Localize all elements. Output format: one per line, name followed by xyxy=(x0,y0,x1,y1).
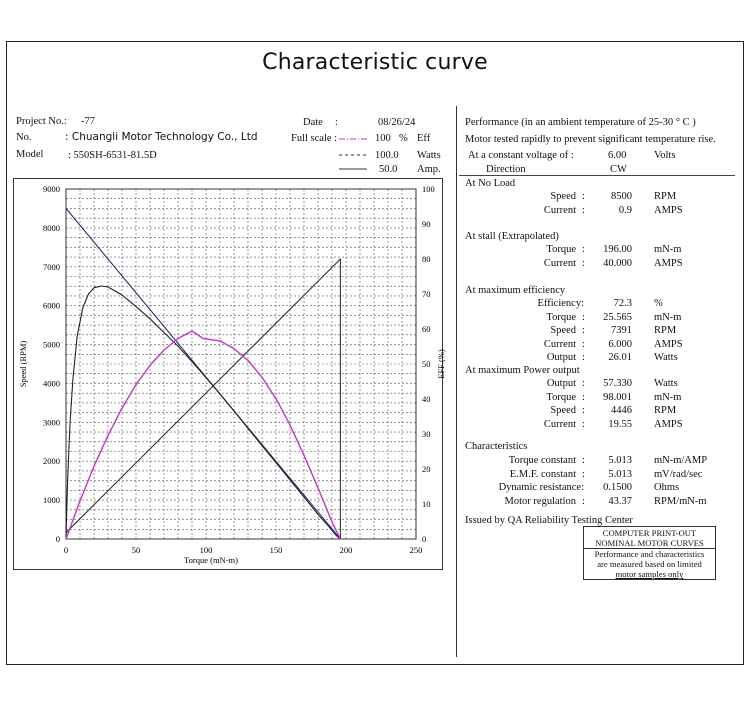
date-colon: : xyxy=(335,117,338,128)
max-power-row-unit: RPM xyxy=(654,405,677,416)
y-right-tick-label: 50 xyxy=(422,359,431,369)
max-eff-row-value: 6.000 xyxy=(608,338,632,350)
stall-row-value: 196.00 xyxy=(603,244,632,255)
max-power-row-value: 57.330 xyxy=(603,378,632,389)
max-eff-row-colon: : xyxy=(582,352,585,363)
stall-row-colon: : xyxy=(582,257,585,269)
y-left-tick-label: 3000 xyxy=(43,417,60,428)
no-load-row-unit: AMPS xyxy=(654,204,683,216)
legend-watts-line-icon xyxy=(339,152,367,158)
y-right-tick-label: 0 xyxy=(422,534,427,544)
max-eff-row-colon: : xyxy=(582,311,585,323)
x-axis-label: Torque (mN-m) xyxy=(184,555,238,565)
characteristics-row-unit: mV/rad/sec xyxy=(654,468,703,480)
project-value: -77 xyxy=(81,116,95,127)
no-label: No. xyxy=(16,132,32,143)
characteristics-row-label: E.M.F. constant xyxy=(509,468,576,480)
characteristics-row-label: Motor regulation xyxy=(504,495,576,507)
max-eff-row-unit: Watts xyxy=(654,352,678,363)
stall-row-unit: mN-m xyxy=(654,244,682,255)
no-load-row-value: 0.9 xyxy=(618,204,632,216)
characteristics-row-value: 5.013 xyxy=(608,455,632,466)
y-left-tick-label: 1000 xyxy=(43,495,60,506)
section-heading-max-eff: At maximum efficiency xyxy=(465,285,566,296)
max-power-row-label: Speed xyxy=(550,405,576,416)
max-eff-row-colon: : xyxy=(582,338,585,350)
legend-amp-line-icon xyxy=(339,166,367,172)
max-eff-row-unit: mN-m xyxy=(654,311,682,323)
y-left-tick-label: 6000 xyxy=(43,300,60,311)
y-left-tick-label: 7000 xyxy=(43,261,60,272)
max-power-row-unit: AMPS xyxy=(654,418,683,430)
y-right-tick-label: 10 xyxy=(422,499,431,509)
x-tick-label: 200 xyxy=(339,545,353,555)
y-left-tick-label: 2000 xyxy=(43,456,60,467)
issued-by: Issued by QA Reliability Testing Center xyxy=(465,515,633,526)
y-right-tick-label: 30 xyxy=(422,429,431,439)
max-eff-row-unit: RPM xyxy=(654,325,677,336)
characteristics-row-colon: : xyxy=(582,495,585,507)
y-right-tick-label: 100 xyxy=(422,184,435,194)
y-right-axis-label: EFF (%) xyxy=(436,349,446,379)
max-eff-row-value: 72.3 xyxy=(613,298,632,309)
max-power-row-value: 19.55 xyxy=(608,418,632,430)
characteristics-row-label: Dynamic resistance: xyxy=(498,482,584,493)
max-power-row-label: Torque xyxy=(546,391,576,403)
y-right-tick-label: 80 xyxy=(422,254,431,264)
y-right-tick-label: 70 xyxy=(422,289,431,299)
x-tick-label: 150 xyxy=(269,545,283,555)
note-line-1: COMPUTER PRINT-OUT xyxy=(602,528,697,538)
y-left-tick-label: 5000 xyxy=(43,339,60,350)
legend-eff-name: Eff xyxy=(417,133,431,144)
characteristics-row-value: 5.013 xyxy=(608,468,632,480)
max-eff-row-label: Speed xyxy=(550,325,576,336)
legend-watts-name: Watts xyxy=(417,150,441,161)
perf-line1: Performance (in an ambient temperature of 25-30 ° C ) xyxy=(465,117,696,128)
max-eff-row-colon: : xyxy=(582,325,585,336)
max-eff-row-label: Torque xyxy=(546,311,576,323)
direction-value: CW xyxy=(610,164,627,175)
note-line-4: are measured based on limited xyxy=(597,559,702,569)
note-line-2: NOMINAL MOTOR CURVES xyxy=(584,538,715,549)
section-heading-no-load: At No Load xyxy=(465,178,516,189)
characteristics-row-unit: RPM/mN-m xyxy=(654,495,707,507)
legend-amp-name: Amp. xyxy=(417,164,441,175)
voltage-unit: Volts xyxy=(654,150,676,161)
max-eff-row-value: 7391 xyxy=(611,325,632,336)
no-load-row-value: 8500 xyxy=(611,191,632,202)
max-power-row-unit: mN-m xyxy=(654,391,682,403)
x-tick-label: 50 xyxy=(131,545,141,555)
max-power-row-label: Output xyxy=(546,378,576,389)
column-divider xyxy=(456,106,457,657)
max-power-row-unit: Watts xyxy=(654,378,678,389)
section-heading-stall: At stall (Extrapolated) xyxy=(465,231,559,242)
y-right-tick-label: 40 xyxy=(422,394,431,404)
date-value: 08/26/24 xyxy=(378,117,416,128)
max-power-row-value: 98.001 xyxy=(603,391,632,403)
direction-label: Direction xyxy=(486,164,526,175)
y-left-tick-label: 4000 xyxy=(43,378,60,389)
y-right-tick-label: 90 xyxy=(422,219,431,229)
x-tick-label: 100 xyxy=(199,545,213,555)
characteristics-row-value: 0.1500 xyxy=(603,482,632,493)
max-eff-row-value: 25.565 xyxy=(603,311,632,323)
legend-eff-value: 100 xyxy=(375,133,391,144)
x-tick-label: 250 xyxy=(409,545,423,555)
note-line-5: motor samples only xyxy=(615,569,684,579)
no-load-row-colon: : xyxy=(582,204,585,216)
no-load-row-unit: RPM xyxy=(654,191,677,202)
y-right-tick-label: 60 xyxy=(422,324,431,334)
page-title: Characteristic curve xyxy=(262,50,488,75)
stall-row-value: 40.000 xyxy=(603,257,632,269)
max-eff-row-unit: AMPS xyxy=(654,338,683,350)
no-load-row-label: Current xyxy=(543,204,576,216)
legend-eff-line-icon xyxy=(339,136,367,142)
characteristics-row-colon: : xyxy=(582,468,585,480)
project-label: Project No.: xyxy=(16,116,67,127)
y-left-tick-label: 8000 xyxy=(43,222,60,233)
max-eff-row-label: Output xyxy=(546,352,576,363)
y-left-axis-label: Speed (RPM) xyxy=(18,340,28,388)
max-power-row-colon: : xyxy=(582,405,585,416)
stall-row-label: Current xyxy=(543,257,576,269)
print-out-note xyxy=(583,526,716,580)
max-power-row-label: Current xyxy=(543,418,576,430)
legend-amp-value: 50.0 xyxy=(379,164,398,175)
stall-row-unit: AMPS xyxy=(654,257,683,269)
max-power-row-value: 4446 xyxy=(611,405,632,416)
max-eff-row-label: Efficiency: xyxy=(537,298,584,309)
voltage-label: At a constant voltage of : xyxy=(468,150,574,161)
no-load-row-colon: : xyxy=(582,191,585,202)
model-label: Model xyxy=(16,149,44,160)
fullscale-label: Full scale : xyxy=(291,133,338,144)
note-line-3: Performance and characteristics xyxy=(594,549,705,559)
characteristics-row-unit: Ohms xyxy=(654,482,680,493)
section-heading-characteristics: Characteristics xyxy=(465,441,528,452)
legend-eff-unit: % xyxy=(399,133,408,144)
no-load-row-label: Speed xyxy=(550,191,576,202)
max-eff-row-label: Current xyxy=(543,338,576,350)
stall-row-label: Torque xyxy=(546,244,576,255)
date-label: Date xyxy=(303,117,323,128)
company-name: : Chuangli Motor Technology Co., Ltd xyxy=(65,131,258,143)
max-power-row-colon: : xyxy=(582,418,585,430)
max-eff-row-value: 26.01 xyxy=(608,352,632,363)
max-eff-row-unit: % xyxy=(654,298,663,309)
max-power-row-colon: : xyxy=(582,391,585,403)
y-right-tick-label: 20 xyxy=(422,464,431,474)
direction-underline xyxy=(459,175,735,176)
y-left-tick-label: 9000 xyxy=(43,184,60,194)
x-tick-label: 0 xyxy=(63,545,69,555)
max-power-row-colon: : xyxy=(582,378,585,389)
characteristics-row-label: Torque constant xyxy=(508,455,576,466)
characteristics-row-colon: : xyxy=(582,455,585,466)
section-heading-max-power: At maximum Power output xyxy=(465,365,580,376)
perf-line2: Motor tested rapidly to prevent significant temperature rise. xyxy=(465,134,716,145)
legend-watts-value: 100.0 xyxy=(375,150,399,161)
model-value: : 550SH-6531-81.5D xyxy=(68,150,157,161)
characteristic-chart xyxy=(13,178,446,570)
characteristics-row-value: 43.37 xyxy=(608,495,632,507)
stall-row-colon: : xyxy=(582,244,585,255)
voltage-value: 6.00 xyxy=(608,150,627,161)
y-left-tick-label: 0 xyxy=(55,534,60,544)
characteristics-row-unit: mN-m/AMP xyxy=(654,455,708,466)
